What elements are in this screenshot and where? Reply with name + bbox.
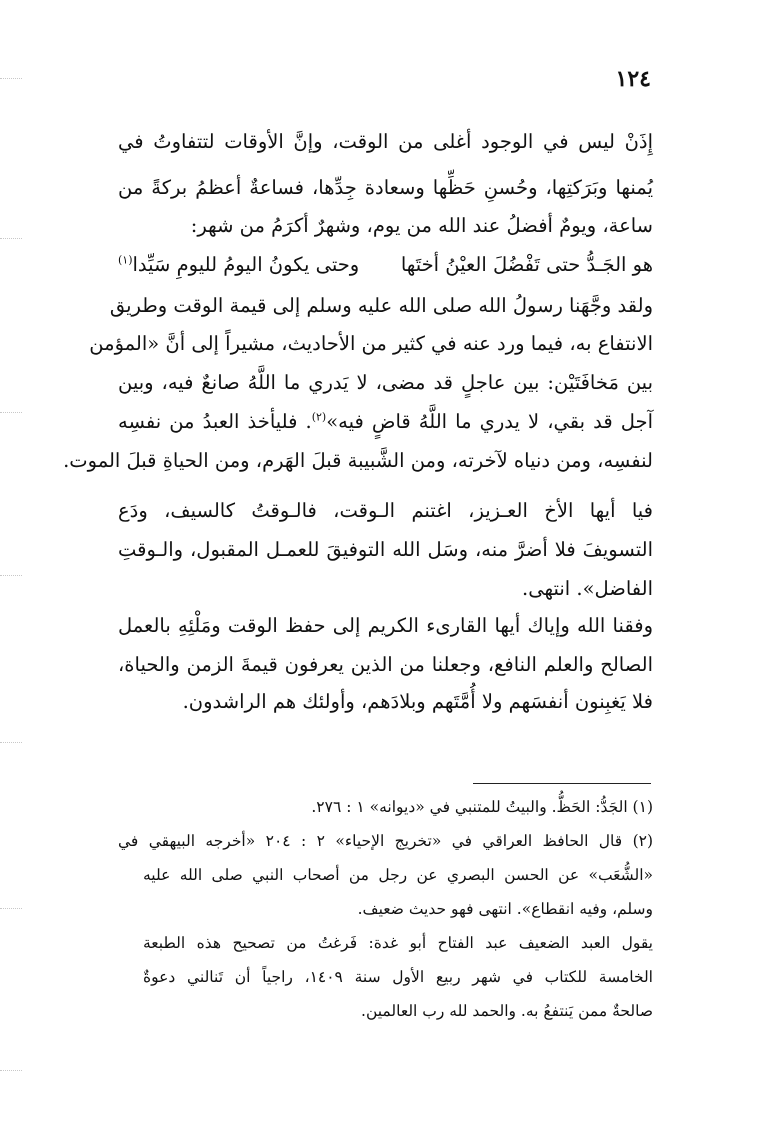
editor-note-line: صالحةٌ ممن يَنتفعُ به. والحمد لله رب العالمين. xyxy=(361,1002,653,1020)
text-line: ساعة، ويومٌ أفضلُ عند الله من يوم، وشهرٌ أكرَمُ من شهر: xyxy=(190,214,653,237)
text-line xyxy=(118,410,653,433)
footnote-2-line: (٢) قال الحافظ العراقي في «تخريج الإحياء» ٢ : ٢٠٤ «أخرجه البيهقي في xyxy=(118,832,654,850)
margin-mark xyxy=(0,1070,22,1071)
margin-mark xyxy=(0,575,22,576)
text-line: لنفسِه، ومن دنياه لآخرته، ومن الشَّبيبة قبلَ الهَرم، ومن الحياةِ قبلَ الموت. xyxy=(63,449,653,472)
margin-mark xyxy=(0,742,22,743)
text-line-part: آجل قد بقي، لا يدري ما اللَّهُ قاضٍ فيه» xyxy=(326,410,653,433)
margin-mark xyxy=(0,908,22,909)
text-line: ولقد وجَّهَنا رسولُ الله صلى الله عليه وسلم إلى قيمة الوقت وطريق xyxy=(109,294,653,317)
text-line: إِذَنْ ليس في الوجود أغلى من الوقت، وإنَّ الأوقات لتتفاوتُ في xyxy=(118,130,653,153)
verse-second-hemistich xyxy=(118,253,359,276)
footnote-ref-1: (١) xyxy=(118,253,133,267)
margin-mark xyxy=(0,78,22,79)
footnote-1: (١) الجَدُّ: الحَظُّ. والبيتُ للمتنبي في «ديوانه» ١ : ٢٧٦. xyxy=(311,798,653,816)
text-line: بين مَخافَتَيْن: بين عاجلٍ قد مضى، لا يَدري ما اللَّهُ صانعٌ فيه، وبين xyxy=(118,371,653,394)
footnote-divider xyxy=(473,783,651,784)
margin-mark xyxy=(0,412,22,413)
editor-note-line: يقول العبد الضعيف عبد الفتاح أبو غدة: فَرغتُ من تصحيح هذه الطبعة xyxy=(143,934,653,952)
margin-mark xyxy=(0,238,22,239)
text-line: فيا أيها الأخ العـزيز، اغتنم الـوقت، فالـوقتُ كالسيف، ودَع xyxy=(118,499,653,522)
text-line: فلا يَغبِنون أنفسَهم ولا أُمَّتَهم وبلادَهم، وأولئك هم الراشدون. xyxy=(182,690,653,713)
page-number: ١٢٤ xyxy=(615,66,651,92)
text-line: الفاضل». انتهى. xyxy=(522,577,653,600)
text-line: يُمنها وبَرَكتِها، وحُسنِ حَظِّها وسعادة جِدِّها، فساعةٌ أعظمُ بركةً من xyxy=(118,176,653,199)
text-line: الصالح والعلم النافع، وجعلنا من الذين يعرفون قيمةَ الزمن والحياة، xyxy=(118,653,653,676)
footnote-2-line: «الشُّعَب» عن الحسن البصري عن رجل من أصحاب النبي صلى الله عليه xyxy=(143,866,653,884)
editor-note-line: الخامسة للكتاب في شهر ربيع الأول سنة ١٤٠٩، راجياً أن تَنالني دعوةٌ xyxy=(143,968,653,986)
text-line: وفقنا الله وإياك أيها القارىء الكريم إلى حفظ الوقت ومَلْئِهِ بالعمل xyxy=(118,614,653,637)
verse-second-hemistich-text: وحتى يكونُ اليومُ لليومِ سَيِّدا xyxy=(132,253,360,276)
text-line: الانتفاع به، فيما ورد عنه في كثير من الأحاديث، مشيراً إلى أنَّ «المؤمن xyxy=(89,332,653,355)
footnote-ref-2: (٢) xyxy=(311,410,327,424)
footnote-2-line: وسلم، وفيه انقطاع». انتهى فهو حديث ضعيف. xyxy=(357,900,653,918)
verse-first-hemistich: هو الجَـدُّ حتى تَفْضُلَ العيْنُ أختَها xyxy=(400,253,653,276)
text-line-part: . فليأخذ العبدُ من نفسِه xyxy=(118,410,312,433)
text-line: التسويفَ فلا أضرَّ منه، وسَل الله التوفيقَ للعمـل المقبول، والـوقتِ xyxy=(118,538,653,561)
